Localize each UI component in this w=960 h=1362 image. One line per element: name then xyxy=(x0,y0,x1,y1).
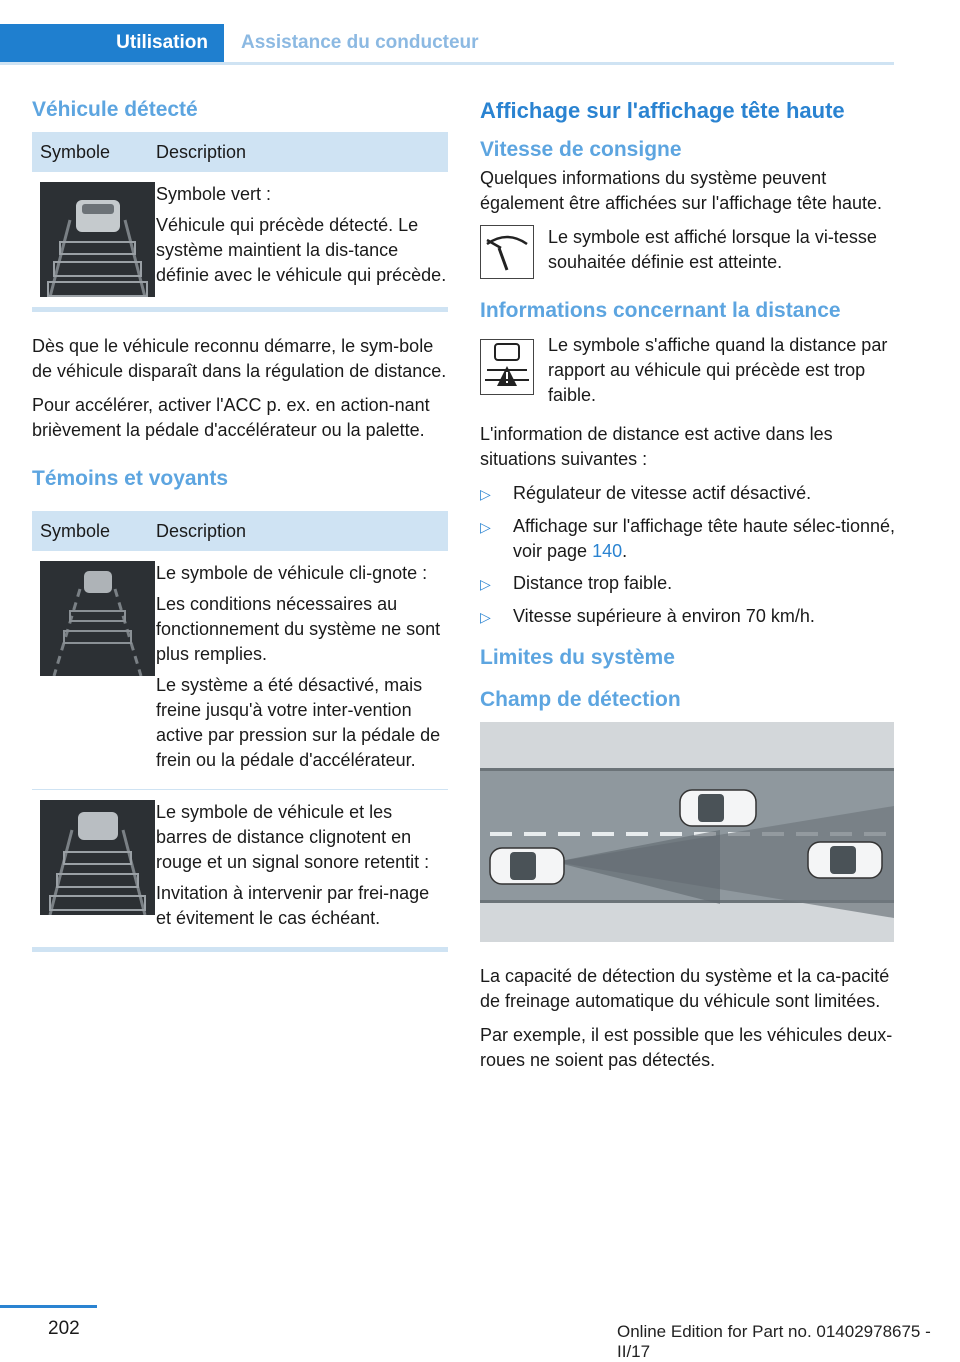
table-cell-text: Symbole vert : xyxy=(156,184,272,204)
heading-vehicule-detecte: Véhicule détecté xyxy=(32,98,198,121)
paragraph: Pour accélérer, activer l'ACC p. ex. en action-nant brièvement la pédale d'accélérateur ou la palette. xyxy=(32,395,430,440)
page-link[interactable]: 140 xyxy=(592,541,623,561)
list-item: ▷ Régulateur de vitesse actif désactivé. xyxy=(480,481,896,507)
tab-assistance-conducteur[interactable]: Assistance du conducteur xyxy=(241,32,479,53)
heading-limites-systeme: Limites du système xyxy=(480,646,675,669)
page-number: 202 xyxy=(48,1318,80,1339)
car-flashing-icon xyxy=(40,561,155,676)
symbol-table-2 xyxy=(32,511,448,952)
car-right-icon xyxy=(808,842,882,878)
table-cell-text: Le symbole de véhicule cli-gnote : xyxy=(156,563,428,583)
distance-icon-row xyxy=(480,333,896,408)
distance-icon-text: Le symbole s'affiche quand la distance par rapport au véhicule qui précède est trop faible. xyxy=(548,335,888,405)
heading-champ-detection: Champ de détection xyxy=(480,688,681,711)
heading-vitesse-consigne: Vitesse de consigne xyxy=(480,138,682,161)
own-car-icon xyxy=(490,848,564,884)
paragraph: Dès que le véhicule reconnu démarre, le sym-bole de véhicule disparaît dans la régulation de distance. xyxy=(32,336,447,381)
footer-rule xyxy=(0,1305,97,1308)
paragraph: Quelques informations du système peuvent également être affichées sur l'affichage tête haute. xyxy=(480,168,883,213)
triangle-bullet-icon: ▷ xyxy=(480,609,491,625)
col-description-header: Description xyxy=(156,141,247,162)
heading-temoins-voyants: Témoins et voyants xyxy=(32,467,229,490)
triangle-bullet-icon: ▷ xyxy=(480,576,491,592)
right-column xyxy=(480,98,896,1082)
speed-icon-row xyxy=(480,225,896,279)
triangle-bullet-icon: ▷ xyxy=(480,486,491,502)
list-item: ▷ Vitesse supérieure à environ 70 km/h. xyxy=(480,604,896,630)
detection-field-illustration xyxy=(480,722,894,942)
situations-list xyxy=(480,481,896,630)
col-symbol-header: Symbole xyxy=(40,520,111,541)
table-row xyxy=(32,172,448,312)
symbol-table-1 xyxy=(32,132,448,312)
table-cell-text: Le système a été désactivé, mais freine jusqu'à votre inter-vention active par pression sur la pédale de frein ou la pédale d'accélérateur. xyxy=(156,675,441,770)
table-cell-text: Les conditions nécessaires au fonctionnement du système ne sont plus remplies. xyxy=(156,594,441,664)
chapter-header xyxy=(0,24,894,65)
table-cell-text: Véhicule qui précède détecté. Le système maintient la dis-tance définie avec le véhicule qui précède. xyxy=(156,215,447,285)
heading-affichage-tete-haute: Affichage sur l'affichage tête haute xyxy=(480,98,845,123)
list-item: ▷ Affichage sur l'affichage tête haute sélec-tionné, voir page 140. xyxy=(480,514,896,564)
col-description-header: Description xyxy=(156,520,247,541)
table-row xyxy=(32,551,448,790)
edition-label: Online Edition for Part no. 01402978675 - II/17 xyxy=(617,1322,931,1361)
paragraph: La capacité de détection du système et la ca-pacité de freinage automatique du véhicule sont limitées. xyxy=(480,966,890,1011)
heading-informations-distance: Informations concernant la distance xyxy=(480,299,841,322)
table-cell-text: Le symbole de véhicule et les barres de distance clignotent en rouge et un signal sonore retentit : xyxy=(156,802,430,872)
table-cell-text: Invitation à intervenir par frei-nage et évitement le cas échéant. xyxy=(156,883,430,928)
car-detected-icon xyxy=(40,182,155,297)
table-header xyxy=(32,132,448,172)
speed-icon-text: Le symbole est affiché lorsque la vi-tesse souhaitée définie est atteinte. xyxy=(548,227,877,272)
left-column xyxy=(32,98,448,974)
distance-warning-icon xyxy=(480,339,534,395)
triangle-bullet-icon: ▷ xyxy=(480,519,491,535)
table-row xyxy=(32,790,448,952)
speedometer-needle-icon xyxy=(480,225,534,279)
paragraph: L'information de distance est active dans les situations suivantes : xyxy=(480,424,833,469)
tab-utilisation[interactable]: Utilisation xyxy=(0,24,224,62)
paragraph: Par exemple, il est possible que les véhicules deux-roues ne soient pas détectés. xyxy=(480,1025,893,1070)
list-item: ▷ Distance trop faible. xyxy=(480,571,896,597)
car-distance-warning-icon xyxy=(40,800,155,915)
col-symbol-header: Symbole xyxy=(40,141,111,162)
table-header xyxy=(32,511,448,551)
car-ahead-icon xyxy=(680,790,756,826)
